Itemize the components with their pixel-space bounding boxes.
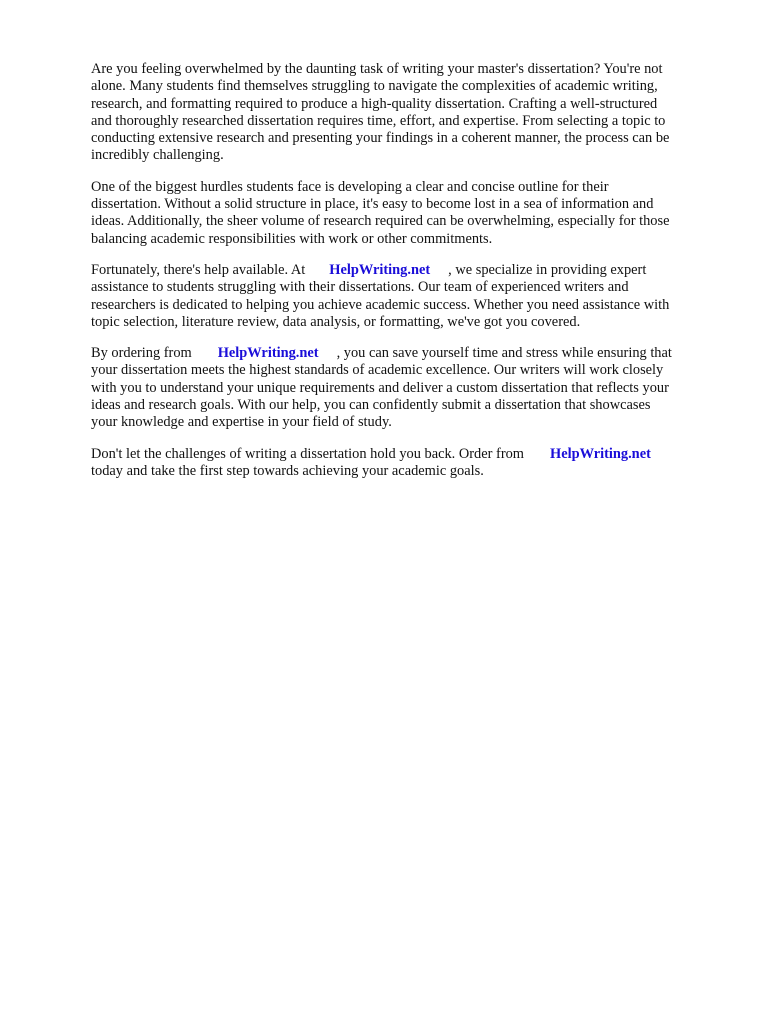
paragraph-help-available: [91, 262, 731, 331]
text-segment: Fortunately, there's help available. At: [91, 261, 306, 278]
text-segment: , you can save yourself time and stress while ensuring that: [336, 345, 672, 362]
text-line: your dissertation meets the highest standards of academic excellence. Our writers will work closely: [91, 362, 664, 379]
helpwriting-link[interactable]: HelpWriting.net: [217, 345, 319, 362]
text-line: balancing academic responsibilities with work or other commitments.: [91, 230, 493, 247]
text-line: researchers is dedicated to helping you achieve academic success. Whether you need assistance with: [91, 296, 670, 313]
paragraph-call-to-action: [91, 446, 731, 481]
text-line: [91, 262, 731, 279]
text-line: conducting extensive research and presenting your findings in a coherent manner, the process can be: [91, 130, 670, 147]
paragraph-intro: [91, 61, 731, 165]
text-line: ideas and research goals. With our help, you can confidently submit a dissertation that showcases: [91, 397, 651, 414]
text-line: incredibly challenging.: [91, 147, 224, 164]
text-line: today and take the first step towards achieving your academic goals.: [91, 462, 484, 479]
text-line: ideas. Additionally, the sheer volume of research required can be overwhelming, especially for those: [91, 213, 670, 230]
text-line: and thoroughly researched dissertation requires time, effort, and expertise. From selecting a topic to: [91, 112, 666, 129]
helpwriting-link[interactable]: HelpWriting.net: [550, 445, 651, 462]
text-line: One of the biggest hurdles students face is developing a clear and concise outline for their: [91, 178, 609, 195]
text-segment: , we specialize in providing expert: [448, 261, 647, 278]
text-line: with you to understand your unique requirements and deliver a custom dissertation that reflects your: [91, 379, 669, 396]
text-line: [91, 446, 731, 463]
paragraph-hurdles: [91, 179, 731, 248]
text-segment: Don't let the challenges of writing a dissertation hold you back. Order from: [91, 445, 524, 462]
text-line: research, and formatting required to produce a high-quality dissertation. Crafting a well-structured: [91, 95, 658, 112]
text-line: assistance to students struggling with their dissertations. Our team of experienced writers and: [91, 279, 629, 296]
document-page: [91, 61, 731, 494]
text-line: your knowledge and expertise in your field of study.: [91, 414, 392, 431]
helpwriting-link[interactable]: HelpWriting.net: [329, 261, 431, 278]
text-line: dissertation. Without a solid structure in place, it's easy to become lost in a sea of information and: [91, 196, 654, 213]
text-segment: By ordering from: [91, 345, 192, 362]
text-line: [91, 345, 731, 362]
text-line: alone. Many students find themselves struggling to navigate the complexities of academic writing,: [91, 78, 658, 95]
text-line: topic selection, literature review, data analysis, or formatting, we've got you covered.: [91, 313, 581, 330]
text-line: Are you feeling overwhelmed by the daunting task of writing your master's dissertation? You're not: [91, 61, 663, 77]
paragraph-ordering: [91, 345, 731, 431]
